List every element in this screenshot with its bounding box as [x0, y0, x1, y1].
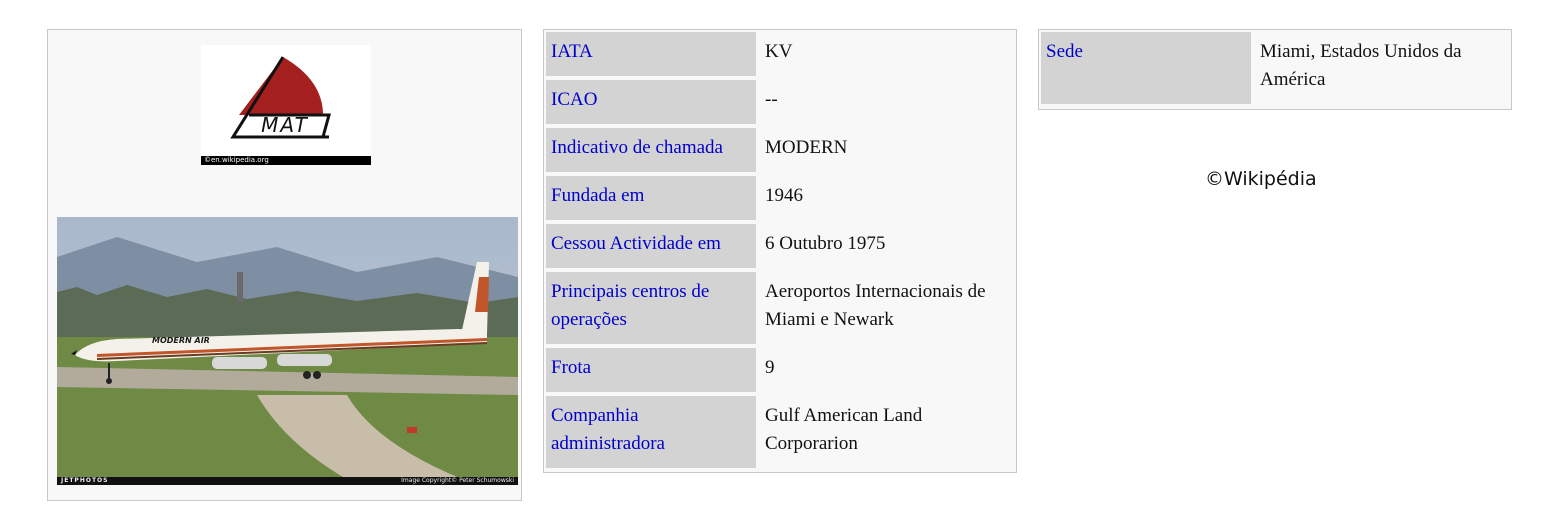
infobox-side-table: [1038, 29, 1512, 110]
row-label-parent[interactable]: Companhia administradora: [546, 396, 756, 468]
photo-watermark-right: Image Copyright© Peter Schumowski: [401, 477, 514, 484]
row-label-callsign[interactable]: Indicativo de chamada: [546, 128, 756, 172]
row-label-headquarters[interactable]: Sede: [1041, 32, 1251, 104]
row-label-iata[interactable]: IATA: [546, 32, 756, 76]
airline-logo[interactable]: [201, 45, 371, 165]
row-label-ceased[interactable]: Cessou Actividade em: [546, 224, 756, 268]
table-row: [546, 80, 1014, 124]
infobox-table: [543, 29, 1017, 473]
table-row: [546, 348, 1014, 392]
row-label-fleet[interactable]: Frota: [546, 348, 756, 392]
row-value-fleet: 9: [760, 348, 1014, 392]
table-row: [546, 176, 1014, 220]
row-value-founded: 1946: [760, 176, 1014, 220]
livery-text: MODERN AIR: [152, 336, 210, 345]
copyright-text: ©Wikipédia: [1205, 168, 1317, 190]
mat-logo-icon: [201, 45, 371, 156]
row-value-iata: KV: [760, 32, 1014, 76]
logo-caption: ©en.wikipedia.org: [201, 156, 371, 165]
row-value-hubs: Aeroportos Internacionais de Miami e Newark: [760, 272, 1014, 344]
row-label-founded[interactable]: Fundada em: [546, 176, 756, 220]
aircraft-image: [57, 217, 518, 485]
table-row: [546, 396, 1014, 468]
table-row: [546, 272, 1014, 344]
row-value-callsign: MODERN: [760, 128, 1014, 172]
row-label-hubs[interactable]: Principais centros de operações: [546, 272, 756, 344]
table-row: [546, 224, 1014, 268]
row-label-icao[interactable]: ICAO: [546, 80, 756, 124]
table-row: [546, 32, 1014, 76]
table-row: [546, 128, 1014, 172]
photo-watermark-bar: [57, 477, 518, 485]
row-value-ceased: 6 Outubro 1975: [760, 224, 1014, 268]
logo-text: MAT: [261, 113, 309, 137]
table-row: [1041, 32, 1509, 104]
row-value-parent: Gulf American Land Corporarion: [760, 396, 1014, 468]
image-panel: [47, 29, 522, 501]
aircraft-photo[interactable]: [57, 217, 518, 485]
photo-watermark-left: JETPHOTOS: [61, 477, 109, 484]
row-value-headquarters: Miami, Estados Unidos da América: [1255, 32, 1509, 104]
row-value-icao: --: [760, 80, 1014, 124]
